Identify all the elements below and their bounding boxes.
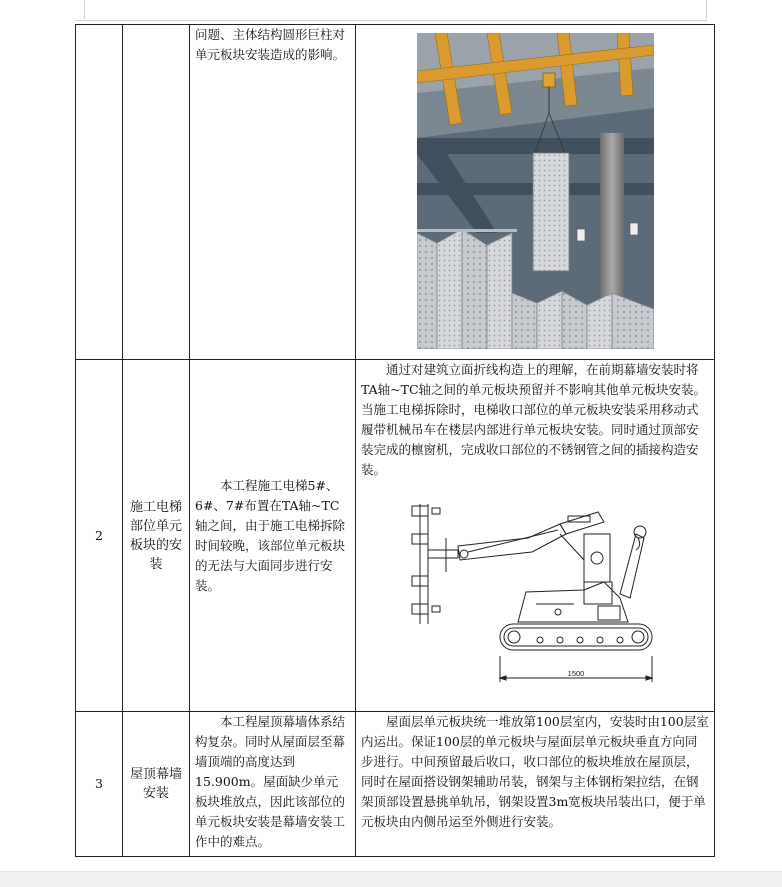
row-index-cell: 2	[76, 360, 123, 712]
reason-text: 本工程施工电梯5#、6#、7#布置在TA轴~TC轴之间，由于施工电梯拆除时间较晚，该部位单元板块的无法与大面同步进行安装。	[195, 477, 346, 593]
table-row	[76, 712, 715, 857]
page-top-rule	[75, 20, 707, 21]
measure-cell	[356, 360, 715, 712]
page-margin-tick-left	[84, 0, 85, 19]
reason-text: 本工程屋顶幕墙体系结构复杂。同时从屋面层至幕墙顶端的高度达到15.900m。屋面缺少单元板块堆放点，因此该部位的单元板块安装是幕墙安装工作中的难点。	[195, 714, 346, 849]
reason-cell	[190, 712, 356, 857]
item-cell	[123, 25, 190, 360]
bottom-scroll-bar[interactable]	[0, 871, 782, 887]
reason-text: 问题、主体结构圆形巨柱对单元板块安装造成的影响。	[195, 27, 346, 62]
measure-text: 通过对建筑立面折线构造上的理解，在前期幕墙安装时将TA轴~TC轴之间的单元板块预留并不影响其他单元板块安装。当施工电梯拆除时，电梯收口部位的单元板块安装采用移动式履带机械吊车在楼层内部进行单元板块安装。同时通过顶部安装完成的檩窗机，完成收口部位的不锈钢管之间的插接构造安装。	[361, 362, 707, 477]
reason-cell	[190, 360, 356, 712]
figure-cell	[356, 25, 715, 360]
dimension-label: 1500	[567, 669, 585, 678]
unit-panel-hoisting-rendering	[417, 33, 654, 349]
row-index-cell: 3	[76, 712, 123, 857]
reason-cell	[190, 25, 356, 360]
crawler-crane-drawing	[408, 494, 653, 699]
item-cell: 施工电梯部位单元板块的安装	[123, 360, 190, 712]
measure-cell	[356, 712, 715, 857]
table-row	[76, 360, 715, 712]
page-margin-tick-right	[706, 0, 707, 19]
construction-difficulty-table	[75, 24, 715, 857]
row-index-cell	[76, 25, 123, 360]
measure-text: 屋面层单元板块统一堆放第100层室内，安装时由100层室内运出。保证100层的单元板块与屋面层单元板块垂直方向同步进行。中间预留最后收口，收口部位的板块堆放在屋顶层，同时在屋面搭设钢架辅助吊装，钢架与主体钢桁架拉结，在钢架顶部设置悬挑单轨吊，钢架设置3m宽板块吊装出口，便于单元板块由内侧吊运至外侧进行安装。	[361, 714, 709, 829]
item-cell: 屋顶幕墙安装	[123, 712, 190, 857]
table-row	[76, 25, 715, 360]
